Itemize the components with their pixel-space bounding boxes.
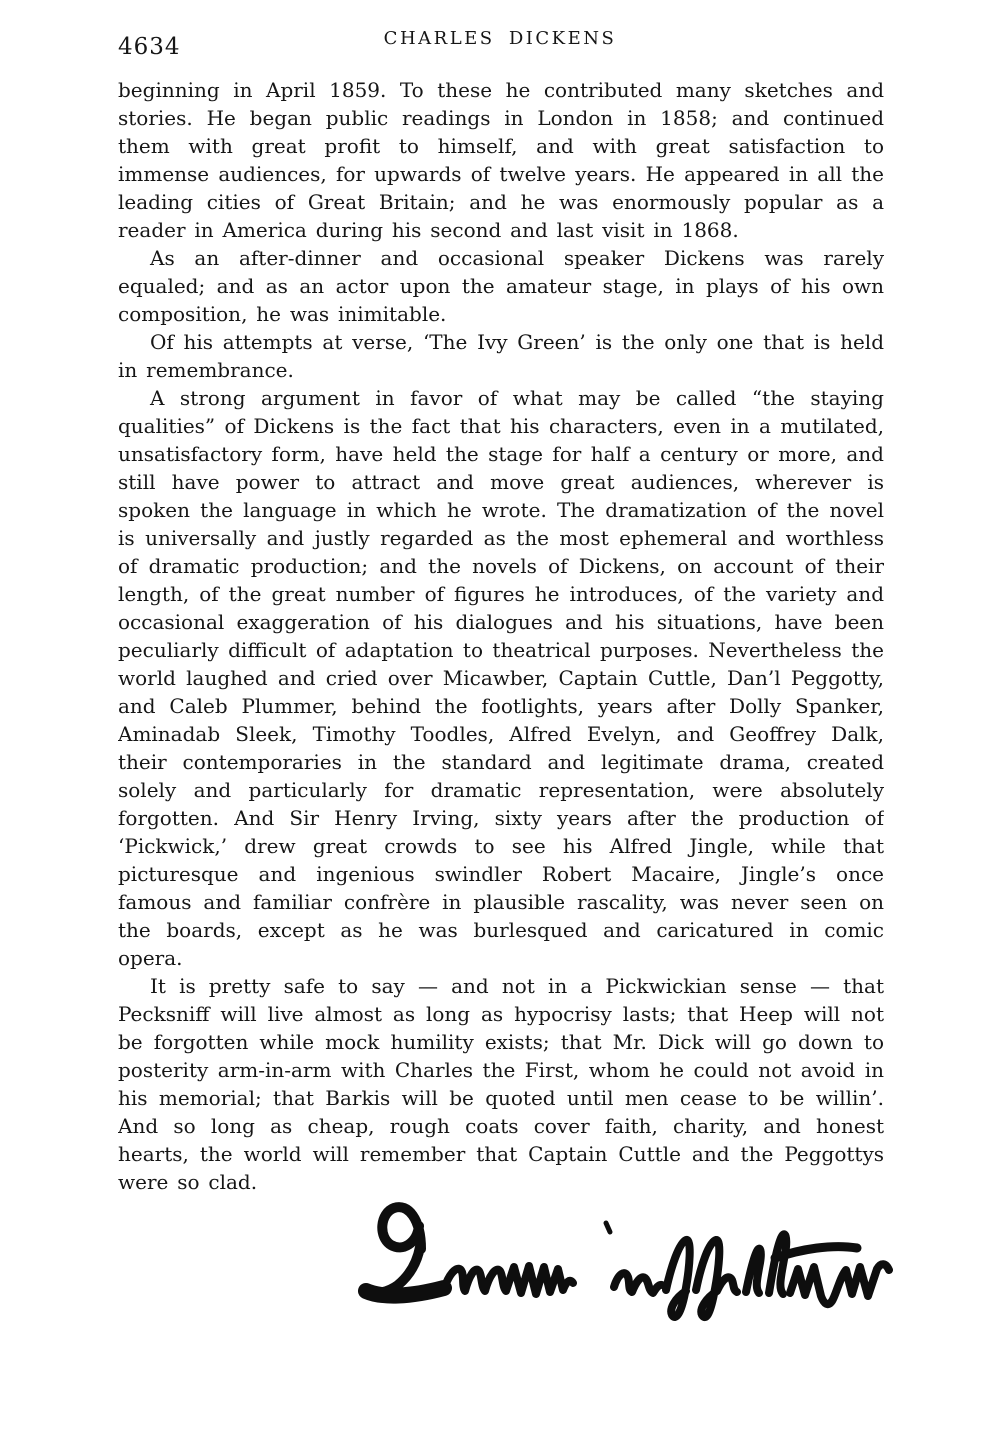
- running-header-title: CHARLES DICKENS: [383, 28, 617, 49]
- body-paragraph: It is pretty safe to say — and not in a Pickwickian sense — that Pecksniff will live almost as long as hypocrisy lasts; that Heep will not be forgotten while mock humility exists; that Mr. Dick will go down to posterity arm-in-arm with Charles the First, whom he could not avoid in his memorial; that Barkis will be quoted until men cease to be willin’. And so long as cheap, rough coats cover faith, charity, and honest hearts, the world will remember that Captain Cuttle and the Peggottys were so clad.: [118, 974, 884, 1194]
- body-paragraph: As an after-dinner and occasional speaker Dickens was rarely equaled; and as an actor upon the amateur stage, in plays of his own composition, he was inimitable.: [118, 246, 884, 326]
- page-body: [118, 76, 884, 1196]
- body-paragraph: beginning in April 1859. To these he contributed many sketches and stories. He began public readings in London in 1858; and continued them with great profit to himself, and with great satisfaction to immense audiences, for upwards of twelve years. He appeared in all the leading cities of Great Britain; and he was enormously popular as a reader in America during his second and last visit in 1868.: [118, 78, 884, 242]
- body-paragraph: A strong argument in favor of what may be called “the staying qualities” of Dickens is the fact that his characters, even in a mutilated, unsatisfactory form, have held the stage for half a century or more, and still have power to attract and move great audiences, wherever is spoken the language in which he wrote. The dramatization of the novel is universally and justly regarded as the most ephemeral and worthless of dramatic production; and the novels of Dickens, on account of their length, of the great number of figures he introduces, of the variety and occasional exaggeration of his dialogues and his situations, have been peculiarly difficult of adaptation to theatrical purposes. Nevertheless the world laughed and cried over Micawber, Captain Cuttle, Dan’l Peggotty, and Caleb Plummer, behind the footlights, years after Dolly Spanker, Aminadab Sleek, Timothy Toodles, Alfred Evelyn, and Geoffrey Dalk, their contemporaries in the standard and legitimate drama, created solely and particularly for dramatic representation, were absolutely forgotten. And Sir Henry Irving, sixty years after the production of ‘Pickwick,’ drew great crowds to see his Alfred Jingle, while that picturesque and ingenious swindler Robert Macaire, Jingle’s once famous and familiar confrère in plausible rascality, was never seen on the boards, except as he was burlesqued and caricatured in comic opera.: [118, 386, 884, 970]
- page-number: 4634: [118, 34, 181, 60]
- body-paragraph: Of his attempts at verse, ‘The Ivy Green’ is the only one that is held in remembrance.: [118, 330, 884, 382]
- handwritten-signature-laurence-hutton: [358, 1198, 893, 1330]
- signature-ink-strokes: [358, 1198, 893, 1330]
- running-head: [0, 26, 1000, 66]
